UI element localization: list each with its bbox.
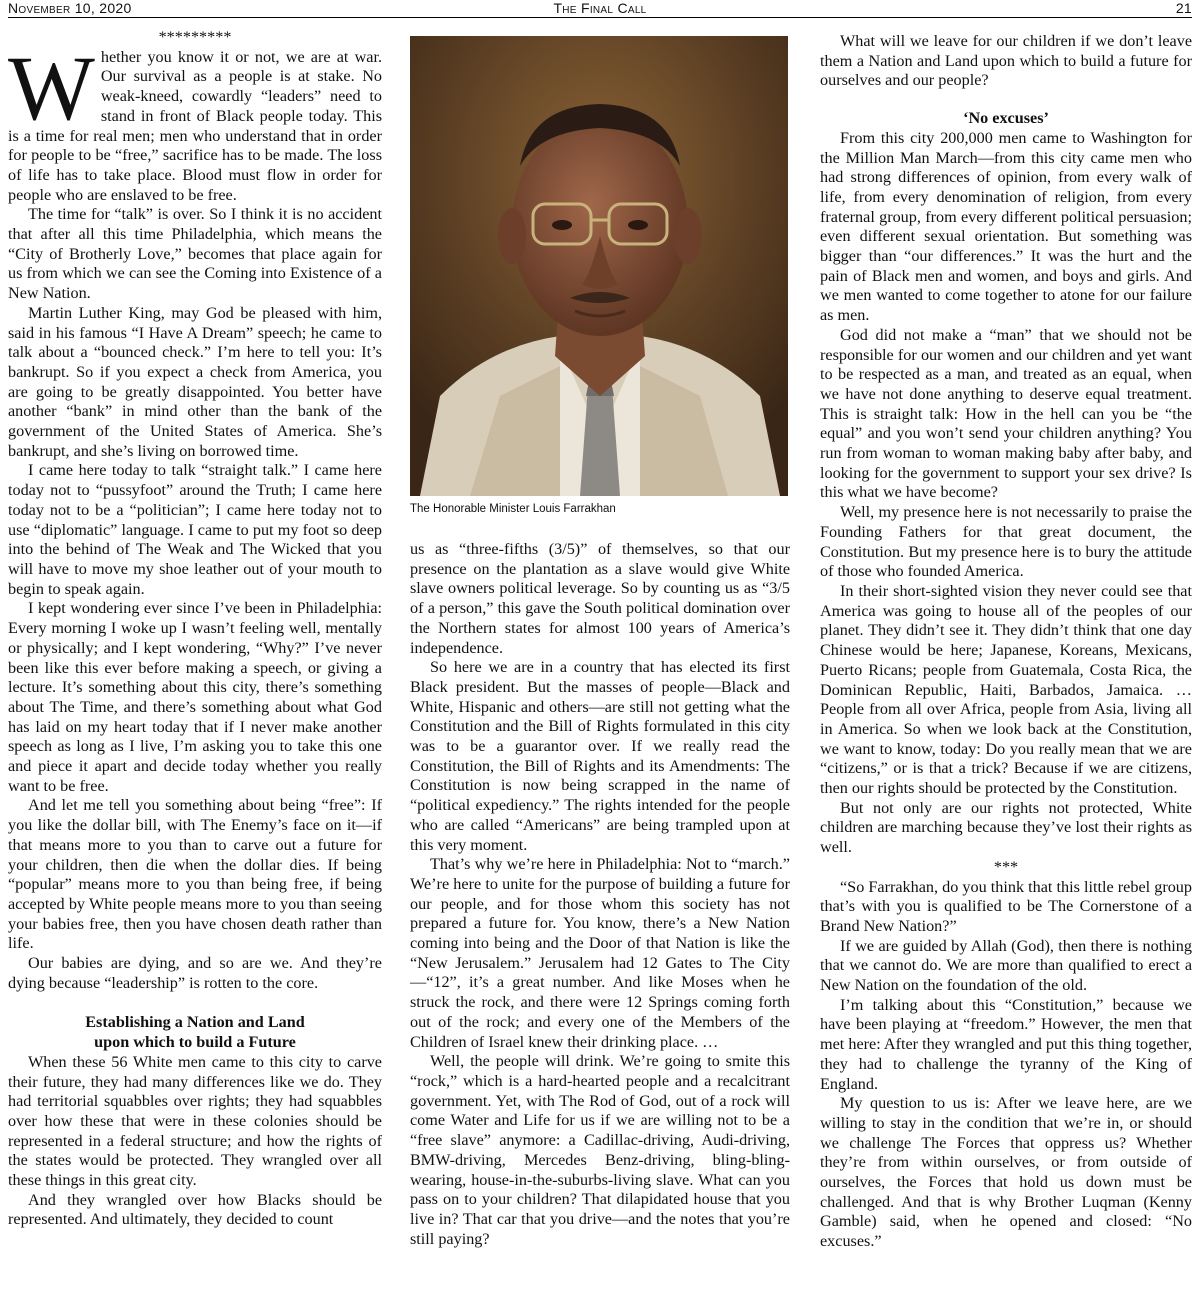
article-paragraph: us as “three-fifths (3/5)” of themselves, so that our presence on the plantation as a slave would give White slave owners political leverage. So by counting us as “3/5 of a person,” this gave the South political domination over the Northern states for almost 100 years of America’s independence. [410,540,790,657]
article-paragraph: What will we leave for our children if we don’t leave them a Nation and Land upon which to build a future for ourselves and our people? [820,32,1192,90]
article-paragraph: But not only are our rights not protected, White children are marching because they’ve lost their rights as well. [820,798,1192,857]
article-paragraph: And they wrangled over how Blacks should be represented. And ultimately, they decided to count [8,1190,382,1229]
article-paragraph: My question to us is: After we leave here, are we willing to stay in the condition that we’re in, or should we challenge The Forces that oppress us? Whether they’re from within ourselves, or from outside of ourselves, the Forces that hold us down must be challenged. And that is why Brother Luqman (Kenny Gamble) said, when he opened and closed: “No excuses.” [820,1094,1192,1251]
issue-date: November 10, 2020 [8,0,132,16]
article-paragraph: Well, my presence here is not necessarily to praise the Founding Fathers for that great document, the Constitution. But my presence here is to bury the attitude of those who founded America. [820,503,1192,581]
article-paragraph: I came here today to talk “straight talk.” I came here today not to “pussyfoot” around the Truth; I came here today not to be a “politician”; I came here today not to use “diplomatic” language. I came to put my foot so deep into the behind of The Weak and The Wicked that you will have to move my shoe leather out of your mouth to begin to speak again. [8,461,382,598]
article-paragraph: So here we are in a country that has elected its first Black president. But the masses of people—Black and White, Hispanic and others—are still not getting what the Constitution and the Bill of Rights formulated in this city was to be a guarantor over. If we really read the Constitution, the Bill of Rights and its Amendments: The Constitution is now being scrapped in the name of “political expediency.” The rights intended for the people who are called “Americans” are being trampled upon at this very moment. [410,658,790,854]
section-divider-stars: *** [993,857,1019,876]
opening-paragraph: Whether you know it or not, we are at war. Our survival as a people is at stake. No weak-kneed, cowardly “leaders” need to stand in front of Black people today. This is a time for real men; men who understand that in order for people to be “free,” sacrifice has to be made. The loss of life has to take place. Blood must flow in order for people who are enslaved to be free. [8,36,382,204]
section-subhead: ‘No excuses’ [963,109,1049,128]
article-paragraph: And let me tell you something about being “free”: If you like the dollar bill, with The Enemy’s face on it—if that means more to you than to carve out a future for your children, then die when the dollar dies. If being “popular” means more to you than being free, if being accepted by White people means more to you than seeing your babies free, then you have chosen death rather than life. [8,796,382,953]
publication-name: The Final Call [553,0,647,16]
article-paragraph: I kept wondering ever since I’ve been in Philadelphia: Every morning I woke up I wasn’t feeling well, mentally or physically; and I kept wondering, “Why?” I’ve never been like this ever before making a speech, or giving a lecture. It’s something about this city, there’s something about The Time, and there’s something about what God has laid on my heart today that if I never make another speech as long as I live, I’m asking you to take this one and piece it apart and decide today whether you really want to be free. [8,599,382,795]
article-paragraph: Well, the people will drink. We’re going to smite this “rock,” which is a hard-hearted people and a recalcitrant government. Yet, with The Rod of God, out of a rock will come Water and Life for us if we are willing not to be a “free slave” anymore: a Cadillac-driving, Audi-driving, BMW-driving, Mercedes Benz-driving, bling-bling-wearing, house-in-the-suburbs-living slave. What can you pass on to your children? That dilapidated house that you live in? That car that you drive—and the notes that you’re still paying? [410,1052,790,1248]
article-column-2 [410,540,790,1249]
section-divider-stars: ********* [158,28,232,46]
article-paragraph: God did not make a “man” that we should not be responsible for our women and our children and yet want to be respected as a man, and treated as an equal, when we have not done anything to deserve equal treatment. This is straight talk: How in the hell can you be “the equal” and you won’t send your children anything? You run from woman to woman making baby after baby, and looking for the government to support your sex drive? Is this what we have become? [820,325,1192,502]
section-subhead: Establishing a Nation and Land upon which to build a Future [85,1013,305,1052]
article-column-1 [8,30,382,1230]
article-paragraph: From this city 200,000 men came to Washington for the Million Man March—from this city came men who had strong differences of opinion, from every walk of life, from every denomination of religion, from every fraternal group, from every different political persuasion; even different sexual orientation. But something was bigger than “our differences.” It was the hurt and the pain of Black men and women, and boys and girls. And we men wanted to come together to atone for our failure as men. [820,128,1192,325]
article-paragraph: When these 56 White men came to this city to carve their future, they had many differences like we do. They had territorial squabbles over rights; they had squabbles over how these that were in these colonies should be represented in a federal structure; and how the rights of the states would be protected. They wrangled over all these things in this great city. [8,1052,382,1190]
page-number: 21 [1175,0,1192,16]
article-paragraph: The time for “talk” is over. So I think it is no accident that after all this time Philadelphia, which means the “City of Brotherly Love,” becomes that place again for us from which we can see the Coming into Existence of a New Nation. [8,205,382,303]
photo-caption: The Honorable Minister Louis Farrakhan [410,503,616,515]
portrait-photo [410,36,788,496]
article-column-3 [820,32,1192,1252]
drop-cap: W [8,36,95,139]
article-paragraph: In their short-sighted vision they never could see that America was going to house all of the peoples of our planet. They didn’t see it. They didn’t think that one day Chinese would be here; Japanese, Koreans, Mexicans, Puerto Ricans; people from Guatemala, Costa Rica, the Dominican Republic, Haiti, Barbados, Jamaica. … People from all over Africa, people from Asia, living all in America. So when we look back at the Constitution, we want to know, today: Do you really mean that we are “citizens,” or is that a trick? Because if we are citizens, then our rights should be protected by the Constitution. [820,581,1192,798]
page-header [8,0,1192,18]
article-paragraph: Martin Luther King, may God be pleased with him, said in his famous “I Have A Dream” speech; he came to talk about a “bounced check.” I’m here to tell you: It’s bankrupt. So if you expect a check from America, you are going to be greatly disappointed. You better have another “bank” in mind other than the bank of the government of the United States of America. She’s bankrupt, and she’s living on borrowed time. [8,303,382,460]
article-paragraph: If we are guided by Allah (God), then there is nothing that we cannot do. We are more than qualified to erect a New Nation on the foundation of the old. [820,936,1192,995]
article-paragraph: Our babies are dying, and so are we. And they’re dying because “leadership” is rotten to the core. [8,954,382,992]
article-paragraph: “So Farrakhan, do you think that this little rebel group that’s with you is qualified to be The Cornerstone of a Brand New Nation?” [820,877,1192,935]
article-paragraph: I’m talking about this “Constitution,” because we have been playing at “freedom.” However, the men that met here: After they wrangled and put this thing together, they had to challenge the tyranny of the King of England. [820,995,1192,1093]
article-paragraph: That’s why we’re here in Philadelphia: Not to “march.” We’re here to unite for the purpose of building a future for our people, and for those whom this society has not prepared a future for. You know, there’s a New Nation coming into being and the Door of that Nation is like the “New Jerusalem.” Jerusalem had 12 Gates to The City—“12”, it’s a great number. And like Moses when he struck the rock, and there were 12 Springs coming forth out of the rock; and every one of the Members of the Children of Israel knew their drinking place. … [410,855,790,1051]
